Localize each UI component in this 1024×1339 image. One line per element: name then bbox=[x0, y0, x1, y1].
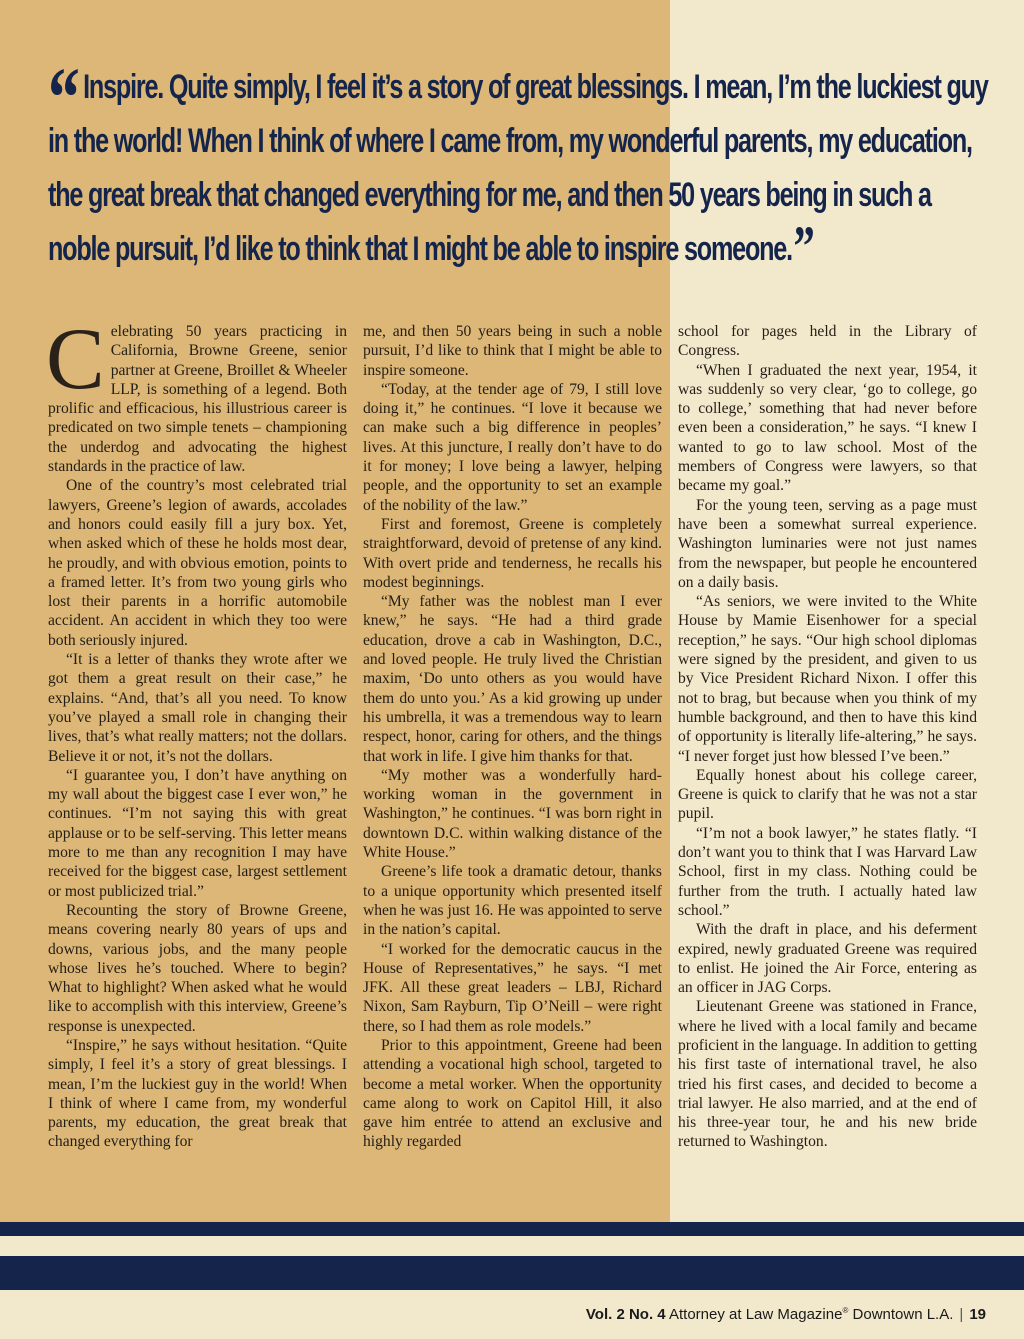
article-body bbox=[46, 311, 978, 1202]
page-footer bbox=[586, 1306, 986, 1323]
article-paragraph: Greene’s life took a dramatic detour, thanks to a unique opportunity which presented itself when he was just 16. He was appointed to serve in the nation’s capital. bbox=[363, 863, 662, 939]
article-paragraph: “Today, at the tender age of 79, I still love doing it,” he continues. “I love it because we can make such a big difference in peoples’ lives. At this juncture, I really don’t have to do it for money; I love being a lawyer, helping people, and the opportunity to set an example of the nobility of the law.” bbox=[363, 380, 662, 514]
article-paragraph: “My mother was a wonderfully hard-working woman in the government in Washington,” he continues. “I was born right in downtown D.C. within walking distance of the White House.” bbox=[363, 766, 662, 862]
footer-stripe-thin bbox=[0, 1222, 1024, 1236]
article-paragraph: “It is a letter of thanks they wrote after we got them a great result on their case,” he explains. “And, that’s all you need. To know you’ve played a small role in changing their lives, that’s what really matters; not the dollars. Believe it or not, it’s not the dollars. bbox=[48, 651, 347, 765]
footer-separator: | bbox=[959, 1306, 964, 1323]
article-paragraph: With the draft in place, and his deferment expired, newly graduated Greene was required to enlist. He joined the Air Force, entering as an officer in JAG Corps. bbox=[678, 921, 977, 997]
pull-quote bbox=[48, 49, 988, 279]
article-paragraph: For the young teen, serving as a page must have been a somewhat surreal experience. Washington luminaries were not just names from the newspaper, but people he encountered on a daily basis. bbox=[678, 496, 977, 591]
drop-cap: C bbox=[46, 311, 105, 408]
article-paragraph: Celebrating 50 years practicing in California, Browne Greene, senior partner at Greene, Broillet & Wheeler LLP, is something of a legend. Both prolific and efficacious, his illustrious career is predicated on two simple tenets – championing the underdog and advocating the highest standards in the practice of law. bbox=[46, 311, 347, 476]
registered-mark: ® bbox=[842, 1306, 849, 1315]
article-paragraph: One of the country’s most celebrated trial lawyers, Greene’s legion of awards, accolades and honors could easily fill a jury box. Yet, when asked which of these he holds most dear, he proudly, and with obvious emotion, points to a framed letter. It’s from two young girls who lost their parents in a horrific automobile accident. An accident in which they too were both seriously injured. bbox=[48, 477, 347, 649]
pull-quote-text: Inspire. Quite simply, I feel it’s a story of great blessings. I mean, I’m the luckiest guy in the world! When I think of where I came from, my wonderful parents, my education, the great break that changed everything for me, and then 50 years being in such a noble pursuit, I’d like to think that I might be able to inspire someone. bbox=[48, 68, 988, 268]
edition-label: Downtown L.A. bbox=[852, 1306, 954, 1323]
article-paragraph: “Inspire,” he says without hesitation. “Quite simply, I feel it’s a story of great blessings. I mean, I’m the luckiest guy in the world! When I think of where I came from, my wonderful parents, my education, the great break that changed everything for bbox=[48, 1036, 347, 1151]
page-number: 19 bbox=[969, 1306, 986, 1323]
article-column-1 bbox=[46, 311, 347, 1202]
footer-stripe-thick bbox=[0, 1256, 1024, 1290]
article-column-2 bbox=[363, 322, 662, 1202]
article-paragraph: “My father was the noblest man I ever knew,” he says. “He had a third grade education, drove a cab in Washington, D.C., and loved people. He truly lived the Christian maxim, ‘Do unto others as you would have them do unto you.’ As a kid growing up under his umbrella, it was a tremendous way to learn respect, honor, caring for others, and the things that work in life. I give him thanks for that. bbox=[363, 593, 662, 765]
article-paragraph: Prior to this appointment, Greene had been attending a vocational high school, targeted to become a metal worker. When the opportunity came along to work on Capitol Hill, it also gave him entrée to attend an exclusive and highly regarded bbox=[363, 1036, 662, 1151]
article-paragraph: “When I graduated the next year, 1954, it was suddenly so very clear, ‘go to college, go to college,’ something that had never before even been a consideration,” he says. “I knew I wanted to go to law school. Most of the members of Congress were lawyers, so that became my goal.” bbox=[678, 361, 977, 495]
article-paragraph: school for pages held in the Library of Congress. bbox=[678, 323, 977, 360]
article-paragraph: Recounting the story of Browne Greene, means covering nearly 80 years of ups and downs, various jobs, and the many people whose lives he’s touched. Where to begin? What to highlight? When asked what he would like to accomplish with this interview, Greene’s response is unexpected. bbox=[48, 901, 347, 1035]
article-paragraph: me, and then 50 years being in such a noble pursuit, I’d like to think that I might be able to inspire someone. bbox=[363, 323, 662, 379]
article-paragraph: Lieutenant Greene was stationed in France, where he lived with a local family and became proficient in the language. In addition to getting his first taste of international travel, he also tried his first cases, and decided to become a trial lawyer. He also married, and at the end of his three-year tour, he and his new bride returned to Washington. bbox=[678, 998, 977, 1151]
article-column-3 bbox=[678, 322, 977, 1202]
article-paragraph: Equally honest about his college career, Greene is quick to clarify that he was not a star pupil. bbox=[678, 766, 977, 823]
issue-label: Vol. 2 No. 4 bbox=[585, 1306, 666, 1323]
article-paragraph: “As seniors, we were invited to the White House by Mamie Eisenhower for a special reception,” he says. “Our high school diplomas were signed by the president, and given to us by Vice President Richard Nixon. I offer this not to brag, but because when you think of my humble background, and then to have this kind of opportunity is literally life-altering,” he says. “I never forget just how blessed I’ve been.” bbox=[678, 593, 977, 765]
article-paragraph: “I’m not a book lawyer,” he states flatly. “I don’t want you to think that I was Harvard Law School, first in my class. Nothing could be further from the truth. I actually hated law school.” bbox=[678, 824, 977, 919]
article-paragraph: “I worked for the democratic caucus in the House of Representatives,” he says. “I met JFK. All these great leaders – LBJ, Richard Nixon, Sam Rayburn, Tip O’Neill – were right there, so I had them as role models.” bbox=[363, 940, 662, 1035]
close-quote-mark: ” bbox=[793, 214, 814, 279]
open-quote-mark: “ bbox=[48, 49, 79, 145]
article-paragraph: First and foremost, Greene is completely straightforward, devoid of pretense of any kind. With overt pride and tenderness, he recalls his modest beginnings. bbox=[363, 515, 662, 591]
publication-name: Attorney at Law Magazine bbox=[669, 1306, 843, 1323]
article-paragraph: “I guarantee you, I don’t have anything on my wall about the biggest case I ever won,” he continues. “I’m not saying this with great applause or to be self-serving. This letter means more to me than any recognition I may have received for the biggest case, largest settlement or most publicized trial.” bbox=[48, 766, 347, 900]
